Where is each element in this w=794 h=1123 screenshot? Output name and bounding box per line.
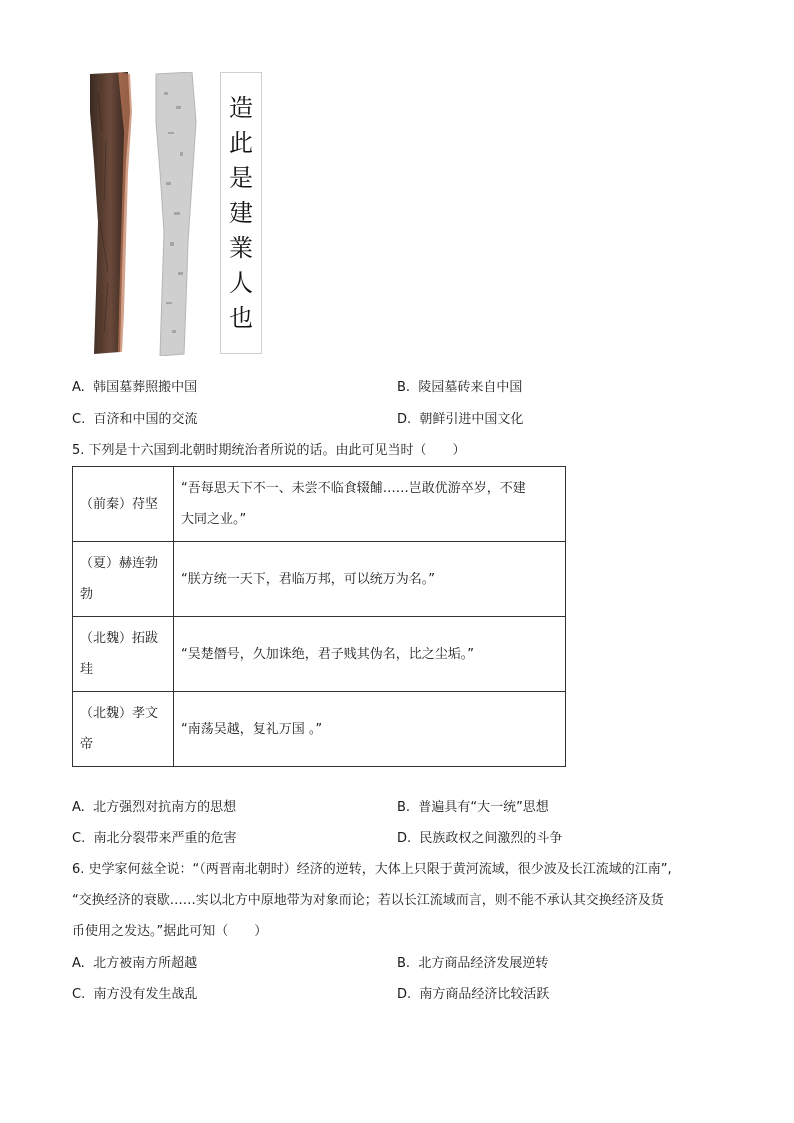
quote-cell: “朕方统一天下，君临万邦，可以统万为名。”: [174, 542, 566, 617]
speaker-cell: （北魏）孝文 帝: [73, 692, 174, 767]
q5-option-d[interactable]: D. 民族政权之间激烈的斗争: [397, 831, 563, 846]
q6-option-d[interactable]: D. 南方商品经济比较活跃: [397, 987, 550, 1002]
q5-quotes-table: [72, 466, 566, 767]
q6-stem-line: 6. 史学家何兹全说：“（两晋南北朝时）经济的逆转，大体上只限于黄河流域，很少波及长江流域的江南”,: [72, 862, 672, 877]
speaker-cell: （夏）赫连勃 勃: [73, 542, 174, 617]
quote-cell: “吾每思天下不一、未尝不临食辍餔……岂敢优游卒岁，不建 大同之业。”: [174, 467, 566, 542]
q4-option-a[interactable]: A. 韩国墓葬照搬中国: [72, 380, 198, 395]
q4-option-d[interactable]: D. 朝鲜引进中国文化: [397, 412, 524, 427]
table-row: [73, 542, 566, 617]
table-row: [73, 692, 566, 767]
q5-stem: 5. 下列是十六国到北朝时期统治者所说的话。由此可见当时（ ）: [72, 443, 466, 458]
brick-photo-image: [88, 72, 132, 354]
q4-option-b[interactable]: B. 陵园墓砖来自中国: [397, 380, 523, 395]
inscription-char: 業: [229, 233, 253, 262]
speaker-cell: （前秦）苻坚: [73, 467, 174, 542]
q6-stem-line: 币使用之发达。”据此可知（ ）: [72, 924, 268, 939]
speaker-cell: （北魏）拓跋 珪: [73, 617, 174, 692]
inscription-transcription-box: [220, 72, 262, 354]
q6-option-b[interactable]: B. 北方商品经济发展逆转: [397, 956, 549, 971]
q5-option-c[interactable]: C. 南北分裂带来严重的危害: [72, 831, 237, 846]
table-row: [73, 467, 566, 542]
q5-option-b[interactable]: B. 普遍具有“大一统”思想: [397, 800, 549, 815]
q6-option-c[interactable]: C. 南方没有发生战乱: [72, 987, 198, 1002]
quote-cell: “吴楚僭号，久加诛绝，君子贱其伪名，比之尘垢。”: [174, 617, 566, 692]
brick-rubbing-image: [152, 72, 200, 356]
inscription-char: 造: [229, 93, 253, 122]
quote-cell: “南荡吴越，复礼万国 。”: [174, 692, 566, 767]
inscription-char: 也: [229, 303, 253, 332]
inscription-char: 人: [229, 268, 253, 297]
q6-stem-line: “交换经济的衰歇……实以北方中原地带为对象而论；若以长江流域而言，则不能不承认其交换经济及货: [72, 893, 664, 908]
q5-option-a[interactable]: A. 北方强烈对抗南方的思想: [72, 800, 237, 815]
q6-option-a[interactable]: A. 北方被南方所超越: [72, 956, 198, 971]
inscription-char: 建: [229, 198, 253, 227]
q4-option-c[interactable]: C. 百济和中国的交流: [72, 412, 198, 427]
inscription-char: 此: [229, 128, 253, 157]
table-row: [73, 617, 566, 692]
inscription-char: 是: [229, 163, 253, 192]
